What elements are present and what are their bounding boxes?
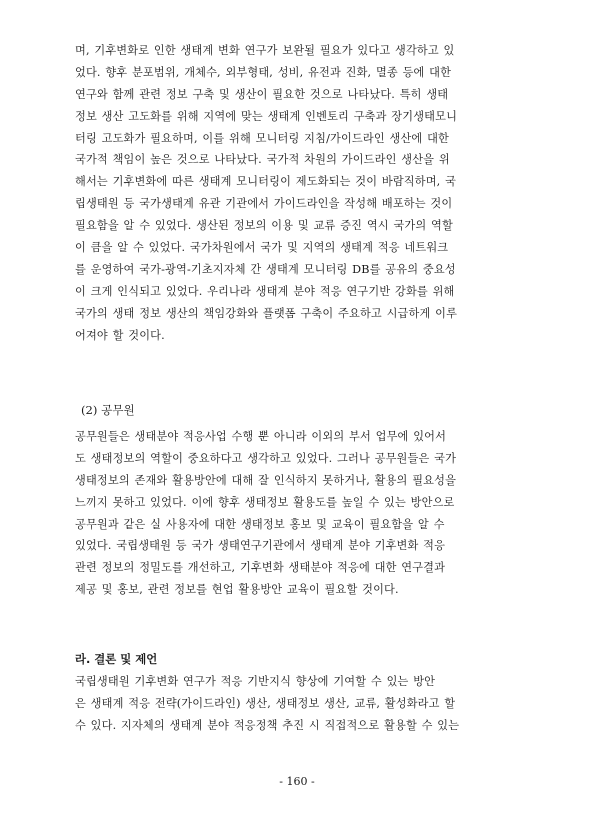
text-line: 를 운영하여 국가-광역-기초지자체 간 생태계 모니터링 DB를 공유의 중요성 [75, 262, 456, 276]
text-line: 국가적 책임이 높은 것으로 나타났다. 국가적 차원의 가이드라인 생산을 위 [75, 153, 450, 167]
paragraph-conclusion [75, 671, 520, 737]
text-line: 공무원들은 생태분야 적응사업 수행 뿐 아니라 이외의 부서 업무에 있어서 [75, 430, 447, 443]
text-line: 있었다. 국립생태원 등 국가 생태연구기관에서 생태계 분야 기후변화 적응 [75, 539, 446, 553]
text-line: 수 있다. 지자체의 생태계 분야 적응정책 추진 시 직접적으로 활용할 수 있는 [75, 718, 460, 732]
text-line: 도 생태정보의 역할이 중요하다고 생각하고 있었다. 그러나 공무원들은 국가 [75, 451, 457, 465]
text-line: 국립생태원 기후변화 연구가 적응 기반지식 향상에 기여할 수 있는 방안 [75, 675, 436, 688]
text-line: 터링 고도화가 필요하며, 이를 위해 모니터링 지침/가이드라인 생산에 대한 [75, 131, 449, 145]
section-heading-civil-servants: (2) 공무원 [81, 403, 135, 417]
text-line: 어져야 할 것이다. [75, 328, 165, 342]
text-line: 은 생태계 적응 전략(가이드라인) 생산, 생태정보 생산, 교류, 활성화라고 할 [75, 696, 456, 710]
text-line: 이 큼을 알 수 있었다. 국가차원에서 국가 및 지역의 생태계 적응 네트워크 [75, 241, 449, 255]
paragraph-civil-servants [75, 426, 520, 601]
text-line: 이 크게 인식되고 있었다. 우리나라 생태계 분야 적응 연구기반 강화를 위해 [75, 284, 455, 298]
text-line: 공무원과 같은 실 사용자에 대한 생태정보 홍보 및 교육이 필요함을 알 수 [75, 517, 445, 531]
text-line: 립생태원 등 국가생태계 유관 기관에서 가이드라인을 작성해 배포하는 것이 [75, 197, 453, 211]
text-line: 었다. 향후 분포범위, 개체수, 외부형태, 성비, 유전과 진화, 멸종 등에 대한 [75, 65, 452, 79]
text-line: 제공 및 홍보, 관련 정보를 현업 활용방안 교육이 필요할 것이다. [75, 583, 399, 597]
paragraph-researchers [75, 40, 520, 346]
text-line: 며, 기후변화로 인한 생태계 변화 연구가 보완될 필요가 있다고 생각하고 있 [75, 44, 455, 57]
text-line: 연구와 함께 관련 정보 구축 및 생산이 필요한 것으로 나타났다. 특히 생태 [75, 87, 449, 101]
section-heading-conclusion: 라. 결론 및 제언 [75, 652, 158, 666]
text-line: 느끼지 못하고 있었다. 이에 향후 생태정보 활용도를 높일 수 있는 방안으로 [75, 495, 455, 509]
text-line: 정보 생산 고도화를 위해 지역에 맞는 생태계 인벤토리 구축과 장기생태모니 [75, 109, 458, 123]
text-line: 해서는 기후변화에 따른 생태계 모니터링이 제도화되는 것이 바람직하며, 국 [75, 175, 457, 189]
page-number: - 160 - [279, 775, 315, 788]
text-line: 관련 정보의 정밀도를 개선하고, 기후변화 생태분야 적응에 대한 연구결과 [75, 561, 446, 575]
text-line: 필요함을 알 수 있었다. 생산된 정보의 이용 및 교류 증진 역시 국가의 역할 [75, 219, 453, 233]
text-line: 국가의 생태 정보 생산의 책임강화와 플랫폼 구축이 주요하고 시급하게 이루 [75, 306, 458, 320]
text-line: 생태정보의 존재와 활용방안에 대해 잘 인식하지 못하거나, 활용의 필요성을 [75, 473, 457, 487]
